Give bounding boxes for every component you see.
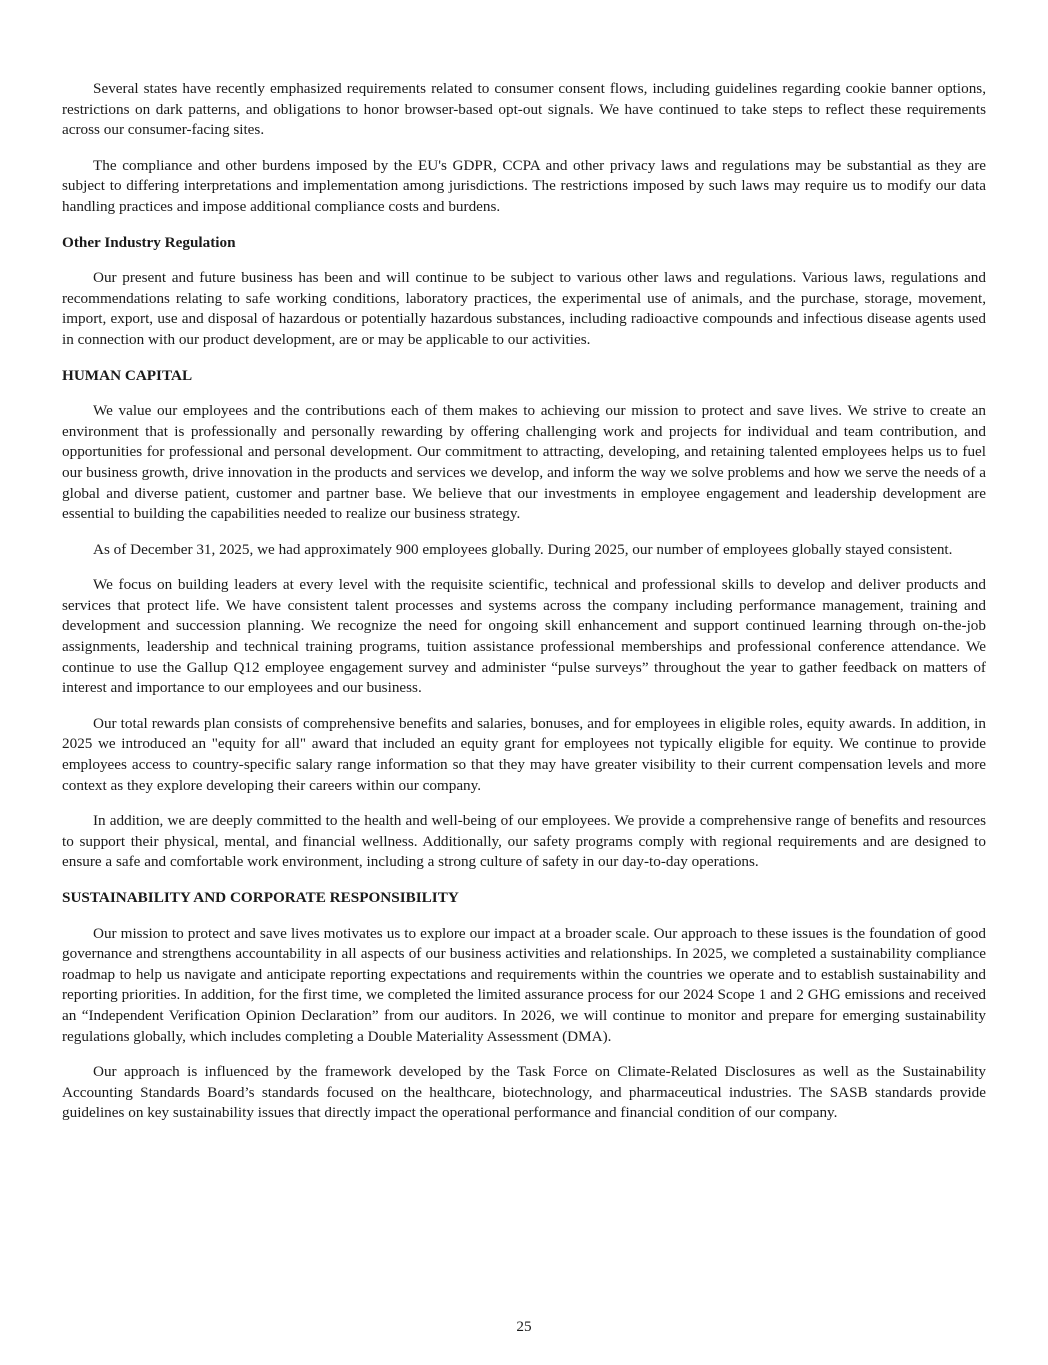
heading-other-industry-regulation: Other Industry Regulation — [62, 233, 236, 251]
page-number: 25 — [516, 1318, 532, 1335]
paragraph-sustainability-mission: Our mission to protect and save lives motivates us to explore our impact at a broader scale. Our approach to these issues is the foundation of good governance and strengthens accountability in all aspects of our business activities and relationships. In 2025, we completed a sustainability compliance roadmap to help us navigate and anticipate reporting expectations and requirements within the countries we operate and to establish sustainability and reporting priorities. In addition, for the first time, we completed the limited assurance process for our 2024 Scope 1 and 2 GHG emissions and received an “Independent Verification Opinion Declaration” from our auditors. In 2026, we will continue to monitor and prepare for emerging sustainability regulations globally, which includes completing a Double Materiality Assessment (DMA). — [62, 924, 986, 1045]
paragraph-other-regulation: Our present and future business has been and will continue to be subject to various other laws and regulations. Various laws, regulations and recommendations relating to safe working conditions, laboratory practices, the experimental use of animals, and the purchase, storage, movement, import, export, use and disposal of hazardous or potentially hazardous substances, including radioactive compounds and infectious disease agents used in connection with our product development, are or may be applicable to our activities. — [62, 269, 986, 348]
paragraph-sustainability-framework: Our approach is influenced by the framework developed by the Task Force on Climate-Related Disclosures as well as the Sustainability Accounting Standards Board’s standards focused on the healthcare, biotechnology, and pharmaceutical industries. The SASB standards provide guidelines on key sustainability issues that directly impact the operational performance and financial condition of our company. — [62, 1063, 986, 1122]
paragraph-employee-values: We value our employees and the contributions each of them makes to achieving our mission to protect and save lives. We strive to create an environment that is professionally and personally rewarding by offering challenging work and projects for individual and team contribution, and opportunities for professional and personal development. Our commitment to attracting, developing, and retaining talented employees helps us to fuel our business growth, drive innovation in the products and services we develop, and inform the way we solve problems and how we serve the needs of a global and diverse patient, customer and partner base. We believe that our investments in employee engagement and leadership development are essential to building the capabilities needed to realize our business strategy. — [62, 402, 986, 523]
document-page — [62, 79, 986, 1139]
paragraph-privacy-burdens: The compliance and other burdens imposed by the EU's GDPR, CCPA and other privacy laws and regulations may be substantial as they are subject to differing interpretations and implementation among jurisdictions. The restrictions imposed by such laws may require us to modify our data handling practices and impose additional compliance costs and burdens. — [62, 156, 986, 215]
heading-sustainability: SUSTAINABILITY AND CORPORATE RESPONSIBILITY — [62, 889, 459, 906]
paragraph-total-rewards: Our total rewards plan consists of comprehensive benefits and salaries, bonuses, and for employees in eligible roles, equity awards. In addition, in 2025 we introduced an "equity for all" award that included an equity grant for employees not typically eligible for equity. We continue to provide employees access to country-specific salary range information so that they may have greater visibility to their current compensation levels and more context as they explore developing their careers within our company. — [62, 714, 986, 794]
paragraph-employee-count: As of December 31, 2025, we had approximately 900 employees globally. During 2025, our number of employees globally stayed consistent. — [93, 540, 953, 558]
paragraph-leadership-development: We focus on building leaders at every level with the requisite scientific, technical and professional skills to develop and deliver products and services that protect life. We have consistent talent processes and systems across the company including performance management, training and development and succession planning. We recognize the need for ongoing skill enhancement and support continued learning through on-the-job assignments, leadership and technical training programs, tuition assistance professional memberships and professional conference attendance. We continue to use the Gallup Q12 employee engagement survey and administer “pulse surveys” throughout the year to gather feedback on matters of interest and importance to our employees and our business. — [62, 576, 986, 697]
heading-human-capital: HUMAN CAPITAL — [62, 366, 193, 384]
paragraph-consumer-consent: Several states have recently emphasized requirements related to consumer consent flows, including guidelines regarding cookie banner options, restrictions on dark patterns, and obligations to honor browser-based opt-out signals. We have continued to take steps to reflect these requirements across our consumer-facing sites. — [62, 80, 986, 139]
paragraph-health-wellbeing: In addition, we are deeply committed to the health and well-being of our employees. We provide a comprehensive range of benefits and resources to support their physical, mental, and financial wellness. Additionally, our safety programs comply with regional requirements and are designed to ensure a safe and comfortable work environment, including a strong culture of safety in our day-to-day operations. — [62, 812, 986, 871]
